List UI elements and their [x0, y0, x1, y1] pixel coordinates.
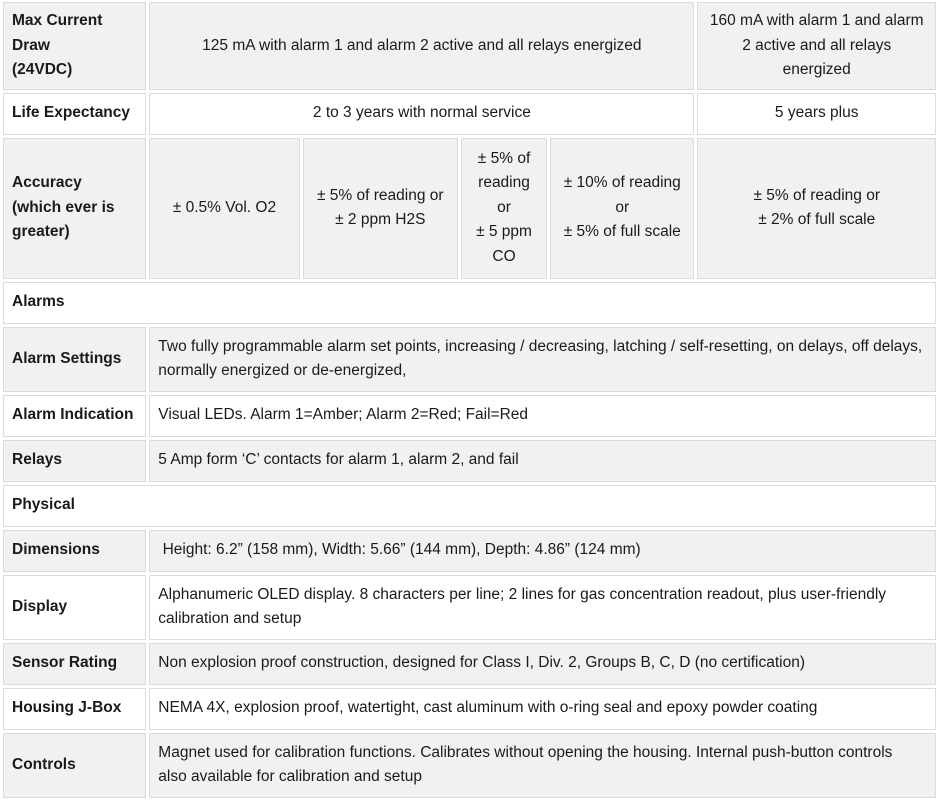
label-line: Max Current Draw — [12, 12, 103, 54]
value-housing-jbox: NEMA 4X, explosion proof, watertight, cast aluminum with o-ring seal and epoxy powder coating — [149, 688, 936, 730]
value-line: Alphanumeric OLED display. 8 characters per line; 2 lines for gas concentration readout, plus user-friendly — [158, 585, 887, 603]
value-life-a: 2 to 3 years with normal service — [149, 93, 694, 135]
value-alarm-indication: Visual LEDs. Alarm 1=Amber; Alarm 2=Red; Fail=Red — [149, 395, 936, 437]
label-line: (24VDC) — [12, 61, 73, 78]
value-line: ± 5 ppm — [476, 223, 532, 241]
value-line: Two fully programmable alarm set points, increasing / decreasing, latching / self-resetting, on delays, off delays, — [158, 337, 923, 355]
row-accuracy — [3, 138, 936, 279]
value-max-current-b — [697, 2, 936, 90]
value-line: 160 mA with alarm 1 and alarm — [709, 12, 924, 29]
value-line: CO — [492, 247, 516, 265]
section-header-alarms: Alarms — [3, 282, 936, 324]
row-display — [3, 575, 936, 640]
value-life-b: 5 years plus — [697, 93, 936, 135]
value-controls — [149, 733, 936, 798]
row-sensor-rating — [3, 643, 936, 685]
value-line: calibration and setup — [158, 610, 302, 627]
value-dimensions: Height: 6.2” (158 mm), Width: 5.66” (144 mm), Depth: 4.86” (124 mm) — [149, 530, 936, 572]
row-relays — [3, 440, 936, 482]
value-line: 2 active and all relays energized — [742, 36, 892, 78]
label-relays: Relays — [3, 440, 146, 482]
label-alarm-indication: Alarm Indication — [3, 395, 146, 437]
section-header-physical: Physical — [3, 485, 936, 527]
value-accuracy-h2s — [303, 138, 458, 279]
value-line: reading — [478, 174, 530, 192]
row-controls — [3, 733, 936, 798]
label-line: (which ever is — [12, 198, 115, 216]
value-alarm-settings — [149, 327, 936, 392]
value-line: ± 10% of reading — [563, 174, 681, 192]
label-accuracy — [3, 138, 146, 279]
label-sensor-rating: Sensor Rating — [3, 643, 146, 685]
row-alarms-section — [3, 282, 936, 324]
row-max-current-draw — [3, 2, 936, 90]
label-controls: Controls — [3, 733, 146, 798]
value-line: or — [497, 198, 511, 216]
value-line: also available for calibration and setup — [158, 768, 422, 785]
label-housing-jbox: Housing J-Box — [3, 688, 146, 730]
value-accuracy-o2: ± 0.5% Vol. O2 — [149, 138, 299, 279]
value-accuracy-co — [461, 138, 547, 279]
label-display: Display — [3, 575, 146, 640]
row-housing-jbox — [3, 688, 936, 730]
value-line: ± 5% of — [477, 149, 531, 167]
value-line: ± 5% of full scale — [563, 223, 681, 241]
value-line: ± 5% of reading or — [753, 186, 880, 204]
value-line: Magnet used for calibration functions. Calibrates without opening the housing. Internal push-button controls — [158, 743, 893, 761]
value-accuracy-b — [697, 138, 936, 279]
label-life-expectancy: Life Expectancy — [3, 93, 146, 135]
value-line: ± 2% of full scale — [758, 211, 876, 228]
value-line: or — [615, 198, 630, 216]
value-display — [149, 575, 936, 640]
row-alarm-indication — [3, 395, 936, 437]
label-alarm-settings: Alarm Settings — [3, 327, 146, 392]
label-max-current-draw — [3, 2, 146, 90]
value-line: normally energized or de-energized, — [158, 362, 407, 379]
value-line: ± 5% of reading or — [316, 186, 444, 204]
value-line: ± 2 ppm H2S — [335, 211, 426, 228]
row-dimensions — [3, 530, 936, 572]
label-line: greater) — [12, 223, 70, 241]
label-dimensions: Dimensions — [3, 530, 146, 572]
value-max-current-a: 125 mA with alarm 1 and alarm 2 active and all relays energized — [149, 2, 694, 90]
row-alarm-settings — [3, 327, 936, 392]
label-line: Accuracy — [12, 174, 82, 192]
row-life-expectancy — [3, 93, 936, 135]
value-sensor-rating: Non explosion proof construction, designed for Class I, Div. 2, Groups B, C, D (no certification) — [149, 643, 936, 685]
value-accuracy-gas4 — [550, 138, 694, 279]
value-relays: 5 Amp form ‘C’ contacts for alarm 1, alarm 2, and fail — [149, 440, 936, 482]
row-physical-section — [3, 485, 936, 527]
